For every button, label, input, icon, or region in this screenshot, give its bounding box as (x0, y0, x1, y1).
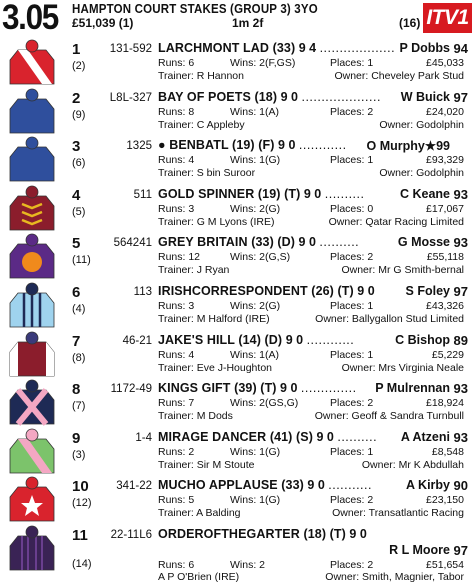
form: 564241 (113, 237, 152, 250)
owner: Owner: Godolphin (379, 167, 464, 180)
weight: 9 0 (307, 478, 325, 493)
leader-dots: ................... (319, 41, 396, 55)
runner-number: 5 (72, 235, 81, 253)
tv-channel-badge: ITV1 (423, 3, 472, 33)
jockey: O Murphy★99 (366, 139, 450, 154)
form: 341-22 (116, 480, 152, 493)
rating: 93 (453, 429, 468, 445)
places: Places: 2 (330, 251, 374, 264)
jockey: R L Moore (389, 542, 450, 557)
runner-line (158, 138, 468, 154)
runner-stats (158, 300, 468, 313)
leader-dots: .................... (301, 89, 381, 104)
race-runners-count: (16) (399, 16, 421, 30)
draw: (9) (72, 108, 86, 121)
draw: (5) (72, 205, 86, 218)
form: 113 (133, 285, 152, 298)
horse-name: MIRAGE DANCER (41) (S) (158, 429, 313, 444)
trainer: Trainer: M Halford (IRE) (158, 312, 270, 325)
draw: (11) (72, 254, 91, 267)
trainer: Trainer: S bin Suroor (158, 167, 256, 180)
wins: Wins: 2(G) (230, 299, 281, 312)
horse-name: IRISHCORRESPONDENT (26) (T) (158, 283, 354, 298)
jockey-silk-icon (8, 40, 56, 84)
jockey-row (158, 543, 468, 559)
wins: Wins: 2(G) (230, 202, 281, 215)
trainer: Trainer: A Balding (158, 507, 241, 520)
connections (158, 167, 468, 180)
horse-name: JAKE'S HILL (14) (D) (158, 332, 283, 347)
prize-money: £8,548 (431, 445, 464, 458)
runner-row (0, 427, 474, 476)
runs: Runs: 5 (158, 494, 195, 507)
form: L8L-327 (109, 91, 152, 104)
wins: Wins: 1(G) (230, 494, 281, 507)
connections (158, 119, 468, 132)
runners-list (0, 38, 474, 586)
places: Places: 1 (330, 348, 374, 361)
places: Places: 2 (330, 558, 374, 571)
prize-money: £18,924 (426, 397, 464, 410)
wins: Wins: 1(G) (230, 445, 281, 458)
prize-money: £55,118 (426, 251, 464, 264)
horse-name: LARCHMONT LAD (33) (158, 41, 296, 55)
runner-stats (158, 349, 468, 362)
jockey: A Kirby (406, 478, 450, 493)
runner-number: 11 (72, 526, 88, 544)
runner-stats (158, 397, 468, 410)
form: 1-4 (135, 431, 152, 444)
runs: Runs: 12 (158, 251, 201, 264)
leader-dots: ............ (298, 138, 347, 153)
leader-dots: ........... (328, 478, 372, 493)
jockey-silk-icon (8, 477, 56, 521)
prize-money: £93,329 (426, 154, 464, 167)
horse-name: ● BENBATL (19) (F) (158, 138, 275, 153)
trainer: Trainer: J Ryan (158, 264, 230, 277)
runner-stats (158, 57, 468, 70)
horse-name: ORDEROFTHEGARTER (18) (T) (158, 526, 346, 541)
rating: 93 (453, 186, 468, 202)
connections (158, 264, 468, 277)
race-title: HAMPTON COURT STAKES (GROUP 3) 3YO (72, 2, 318, 16)
runner-number: 4 (72, 186, 81, 204)
runner-line (158, 41, 468, 57)
owner: Owner: Mr G Smith-bernal (341, 264, 464, 277)
runner-line (158, 90, 468, 106)
rating: 97 (453, 89, 468, 105)
jockey: G Mosse (397, 235, 450, 250)
horse-name: BAY OF POETS (18) (158, 89, 278, 104)
jockey: P Dobbs (399, 41, 450, 55)
runner-line (158, 235, 468, 251)
weight: 9 4 (298, 41, 317, 55)
runner-number: 7 (72, 332, 81, 350)
runner-row (0, 281, 474, 330)
leader-dots: .............. (300, 381, 357, 396)
rating: 97 (453, 542, 468, 558)
runner-line (158, 284, 468, 300)
runs: Runs: 6 (158, 558, 195, 571)
owner: Owner: Geoff & Sandra Turnbull (314, 410, 464, 423)
owner: Owner: Mr K Abdullah (361, 458, 464, 471)
owner: Owner: Smith, Magnier, Tabor (325, 570, 464, 583)
prize-money: £23,150 (426, 494, 464, 507)
horse-name: MUCHO APPLAUSE (33) (158, 478, 304, 493)
owner: Owner: Cheveley Park Stud (334, 70, 464, 82)
connections (158, 313, 468, 326)
trainer: Trainer: Sir M Stoute (158, 458, 255, 471)
connections (158, 507, 468, 520)
runner-number: 10 (72, 478, 89, 496)
runner-number: 6 (72, 283, 81, 301)
weight: 9 0 (316, 429, 334, 444)
rating: 93 (453, 235, 468, 251)
runner-stats (158, 251, 468, 264)
leader-dots: ............ (306, 332, 355, 347)
trainer: Trainer: Eve J-Houghton (158, 361, 272, 374)
race-prize: £51,039 (1) (72, 16, 134, 30)
jockey-silk-icon (8, 234, 56, 278)
prize-money: £17,067 (426, 202, 464, 215)
runner-row (0, 232, 474, 281)
prize-money: £5,229 (431, 348, 464, 361)
prize-money: £43,326 (426, 299, 464, 312)
jockey: S Foley (405, 283, 450, 298)
wins: Wins: 2(F,GS) (230, 57, 296, 69)
draw: (6) (72, 157, 86, 170)
jockey-silk-icon (8, 429, 56, 473)
race-time: 3.05 (2, 0, 58, 37)
race-header (0, 0, 474, 36)
prize-money: £51,654 (426, 558, 464, 571)
rating: 94 (453, 41, 468, 56)
runs: Runs: 3 (158, 202, 195, 215)
runner-number: 2 (72, 89, 81, 107)
runs: Runs: 8 (158, 105, 195, 118)
runs: Runs: 2 (158, 445, 195, 458)
jockey-silk-icon (8, 526, 56, 570)
runner-row (0, 524, 474, 586)
runner-number: 1 (72, 41, 81, 58)
wins: Wins: 1(G) (230, 154, 281, 167)
prize-money: £45,033 (426, 57, 464, 69)
runner-row (0, 475, 474, 524)
connections (158, 70, 468, 83)
weight: 9 0 (280, 381, 298, 396)
runner-line (158, 430, 468, 446)
rating: 90 (453, 478, 468, 494)
jockey: C Bishop (395, 332, 450, 347)
runs: Runs: 4 (158, 154, 195, 167)
form: 1172-49 (110, 383, 152, 396)
form: 1325 (126, 140, 152, 153)
weight: 9 0 (357, 283, 375, 298)
weight: 9 0 (280, 89, 298, 104)
draw: (3) (72, 448, 86, 461)
weight: 9 0 (298, 235, 316, 250)
jockey-silk-icon (8, 380, 56, 424)
trainer: Trainer: G M Lyons (IRE) (158, 215, 275, 228)
connections (158, 216, 468, 229)
draw: (8) (72, 351, 86, 364)
wins: Wins: 1(A) (230, 105, 280, 118)
trainer: Trainer: M Dods (158, 410, 233, 423)
runner-stats (158, 154, 468, 167)
horse-name: KINGS GIFT (39) (T) (158, 381, 277, 396)
trainer: Trainer: R Hannon (158, 70, 244, 82)
runner-number: 9 (72, 429, 81, 447)
weight: 9 0 (349, 526, 367, 541)
rating: 97 (453, 283, 468, 299)
runner-number: 3 (72, 138, 81, 156)
trainer: A P O'Brien (IRE) (158, 570, 240, 583)
jockey-silk-icon (8, 332, 56, 376)
owner: Owner: Ballygallon Stud Limited (315, 312, 464, 325)
trainer: Trainer: C Appleby (158, 118, 245, 131)
wins: Wins: 2(GS,G) (230, 397, 299, 410)
runner-line (158, 381, 468, 397)
weight: 9 0 (285, 332, 304, 347)
owner: Owner: Qatar Racing Limited (328, 215, 464, 228)
runner-stats (158, 494, 468, 507)
runner-line (158, 527, 468, 543)
runner-row (0, 184, 474, 233)
runner-line (158, 333, 468, 349)
wins: Wins: 2(G,S) (230, 251, 291, 264)
places: Places: 1 (330, 299, 374, 312)
form: 131-592 (109, 43, 152, 55)
runs: Runs: 4 (158, 348, 195, 361)
runner-line (158, 478, 468, 494)
owner: Owner: Transatlantic Racing (332, 507, 464, 520)
places: Places: 2 (330, 105, 374, 118)
owner: Owner: Mrs Virginia Neale (341, 361, 464, 374)
runner-number: 8 (72, 381, 81, 399)
places: Places: 0 (330, 202, 374, 215)
draw: (12) (72, 497, 92, 510)
form: 22-11L6 (110, 528, 152, 541)
runner-line (158, 187, 468, 203)
runs: Runs: 6 (158, 57, 195, 69)
jockey: P Mulrennan (375, 381, 450, 396)
places: Places: 2 (330, 397, 374, 410)
form: 511 (133, 188, 152, 201)
draw: (4) (72, 302, 86, 315)
jockey-silk-icon (8, 283, 56, 327)
jockey-silk-icon (8, 137, 56, 181)
wins: Wins: 1(A) (230, 348, 280, 361)
places: Places: 1 (330, 154, 374, 167)
horse-name: GREY BRITAIN (33) (D) (158, 235, 296, 250)
owner: Owner: Godolphin (379, 118, 464, 131)
runner-stats (158, 203, 468, 216)
form: 46-21 (122, 334, 152, 347)
places: Places: 1 (330, 445, 374, 458)
jockey-silk-icon (8, 89, 56, 133)
leader-dots: .......... (337, 429, 378, 444)
weight: 9 0 (278, 138, 296, 153)
places: Places: 2 (330, 494, 374, 507)
connections (158, 571, 468, 584)
leader-dots: .......... (319, 235, 360, 250)
jockey: C Keane (399, 186, 450, 201)
horse-name: GOLD SPINNER (19) (T) (158, 186, 301, 201)
runner-row (0, 135, 474, 184)
draw: (2) (72, 60, 86, 72)
runner-stats (158, 106, 468, 119)
places: Places: 1 (330, 57, 374, 69)
draw: (7) (72, 400, 86, 413)
runner-row (0, 38, 474, 87)
runner-row (0, 378, 474, 427)
rating: 93 (453, 381, 468, 397)
runner-row (0, 330, 474, 379)
connections (158, 410, 468, 423)
connections (158, 459, 468, 472)
jockey: W Buick (400, 89, 450, 104)
weight: 9 0 (303, 186, 322, 201)
race-distance: 1m 2f (232, 16, 264, 30)
prize-money: £24,020 (426, 105, 464, 118)
jockey-silk-icon (8, 186, 56, 230)
runs: Runs: 3 (158, 299, 195, 312)
runs: Runs: 7 (158, 397, 195, 410)
rating: 89 (453, 332, 468, 348)
runner-row (0, 87, 474, 136)
draw: (14) (72, 557, 92, 570)
connections (158, 362, 468, 375)
runner-stats (158, 446, 468, 459)
jockey: A Atzeni (400, 429, 450, 444)
wins: Wins: 2 (230, 558, 266, 571)
leader-dots: .......... (324, 186, 365, 201)
